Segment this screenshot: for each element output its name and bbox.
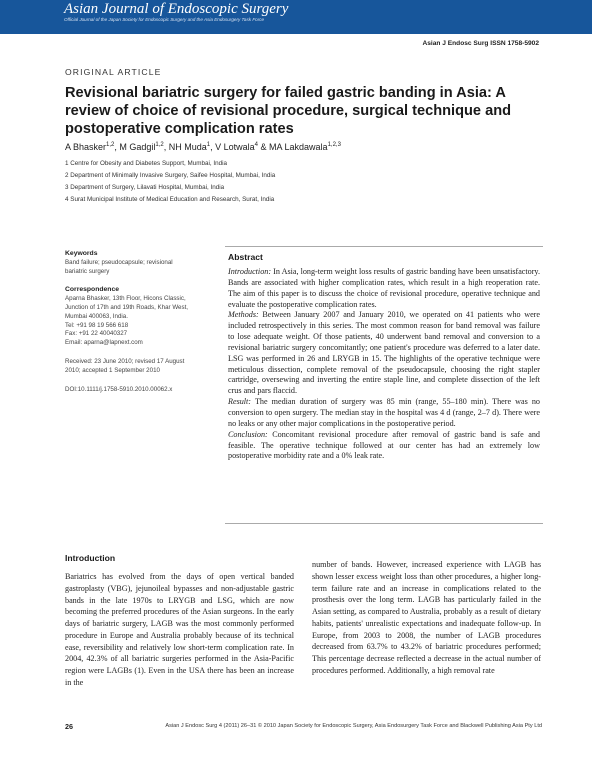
correspondence-email[interactable]: Email: aparna@lapnext.com xyxy=(65,339,143,347)
correspondence-block xyxy=(65,286,213,348)
dates-line: 2010; accepted 1 September 2010 xyxy=(65,366,160,374)
keywords-heading: Keywords xyxy=(65,250,98,257)
intro-paragraph-right: number of bands. However, increased experience with LAGB has shown lesser excess weight loss than other procedures, a higher long-term failure rate and an increase in complications related to the prosthesis over the long term. LAGB has particularly failed in the Asian setting, as compared to Australia, probably as a result of dietary habits, patients' unrealistic expectations and inadequate follow-up. In Europe, from 2003 to 2008, the number of LAGB procedures decreased from 63.7% to 43.2% of bariatric procedures performed; This percentage decrease reflected a decrease in the actual number of procedures performed. Additionally, a high removal rate xyxy=(312,560,541,675)
keywords-text: Band failure; pseudocapsule; revisional bariatric surgery xyxy=(65,258,173,275)
doi-block xyxy=(65,386,213,395)
abstract-methods xyxy=(228,310,540,397)
correspondence-line: Aparna Bhasker, 13th Floor, Hicons Classic, xyxy=(65,295,186,303)
introduction-heading: Introduction xyxy=(65,553,116,563)
dates-line: Received: 23 June 2010; revised 17 August xyxy=(65,357,185,365)
journal-name: Asian Journal of Endoscopic Surgery xyxy=(64,1,289,17)
affiliation-item: 4 Surat Municipal Institute of Medical Education and Research, Surat, India xyxy=(65,196,275,203)
abstract-body xyxy=(228,267,540,462)
doi-text[interactable]: DOI:10.1111/j.1758-5910.2010.00062.x xyxy=(65,385,173,393)
abstract-result xyxy=(228,397,540,430)
author-affil-sup: 1,2 xyxy=(155,142,164,148)
page-number: 26 xyxy=(65,722,73,731)
abstract-result-text: The median duration of surgery was 85 min (range, 55–180 min). There was no conversion to open surgery. The median stay in the hospital was 4 d (range, 2–7 d). There were no leaks or any other major complications in the postoperative period. xyxy=(228,397,540,428)
abstract-methods-label: Methods: xyxy=(228,310,259,320)
correspondence-line: Fax: +91 22 40040327 xyxy=(65,330,128,338)
abstract-result-label: Result: xyxy=(228,397,252,407)
author-name: MA Lakdawala xyxy=(269,142,328,152)
intro-paragraph-left: Bariatrics has evolved from the days of open vertical banded gastroplasty (VBG), jejunoileal bypasses and non-adjustable gastric bands in the late 1970s to LRYGB and LSG, which are now becoming the preferred procedures of the Asian surgeons. In the early days of bariatric surgery, LAGB was the most commonly performed procedure in Europe and Australia probably because of its technical ease, reversibility and relatively low short-term complication rate. In 2004, 42.3% of all bariatric surgeries performed in the Asia-Pacific region were LAGBs (1). Even in the USA there has been an increase in the xyxy=(65,572,294,687)
abstract-introduction xyxy=(228,267,540,310)
author-name: M Gadgil xyxy=(119,142,156,152)
dates-block xyxy=(65,358,213,376)
author-name: V Lotwala xyxy=(215,142,255,152)
journal-banner xyxy=(0,0,592,34)
article-title: Revisional bariatric surgery for failed gastric banding in Asia: A review of choice of revisional procedure, surgical technique and postoperative complication rates xyxy=(65,85,512,137)
affiliation-item: 1 Centre for Obesity and Diabetes Support, Mumbai, India xyxy=(65,160,228,167)
author-affil-sup: 1,2 xyxy=(106,142,115,148)
abstract-heading: Abstract xyxy=(228,252,263,262)
footer-citation: Asian J Endosc Surg 4 (2011) 26–31 © 2010 Japan Society for Endoscopic Surgery, Asia Endosurgery Task Force and Blackwell Publishing Asia Pty Ltd xyxy=(165,723,542,729)
journal-subtitle: Official Journal of the Japan Society for Endoscopic Surgery and the Asia Endosurgery Task Force xyxy=(64,17,265,22)
correspondence-heading: Correspondence xyxy=(65,286,120,294)
affiliation-item: 3 Department of Surgery, Lilavati Hospital, Mumbai, India xyxy=(65,184,225,191)
abstract-conclusion-text: Concomitant revisional procedure after removal of gastric band is safe and feasible. The operative technique followed at our center has had an extremely low postoperative morbidity rate and a 0% leak rate. xyxy=(228,429,540,461)
body-column-right xyxy=(312,559,541,677)
body-column-left xyxy=(65,571,294,689)
correspondence-line: Tel: +91 98 19 566 618 xyxy=(65,321,129,329)
author-list xyxy=(65,142,341,152)
author-sep: , xyxy=(114,142,120,152)
author-affil-sup: 1,2,3 xyxy=(327,142,341,148)
abstract-methods-text: Between January 2007 and January 2010, we operated on 41 patients who were included retrospectively in this series. The most common reason for band removal was failure to lose adequate weight. Of those patients, 40 underwent band removal and conversion to a revisional bariatric surgery concomitantly; one patient's procedure was deferred to a later date. LSG was performed in 26 and LRYGB in 15. The highlights of the operative technique were meticulous dissection, complete removal of the pseudocapsule, choosing the right stapler cartridge, oversewing and inverting the entire staple line, and complete dissection of the left crus and pars flaccid. xyxy=(228,310,540,396)
author-name: A Bhasker xyxy=(65,142,107,152)
author-affil-sup: 4 xyxy=(254,142,259,148)
keywords-block xyxy=(65,250,213,276)
affiliation-item: 2 Department of Minimally Invasive Surgery, Saifee Hospital, Mumbai, India xyxy=(65,172,276,179)
article-sidebar xyxy=(65,250,213,404)
correspondence-line: Mumbai 400063, India. xyxy=(65,312,128,320)
abstract-intro-label: Introduction: xyxy=(228,267,272,276)
affiliation-list xyxy=(65,158,275,206)
author-name: NH Muda xyxy=(168,142,207,152)
abstract-intro-text: In Asia, long-term weight loss results of gastric banding have been unsatisfactory. Bands are associated with higher complication rates, which result in a high reoperation rate. The aim of this paper is to discuss the choice of revisional procedure, operative technique and evaluate the postoperative complication rates. xyxy=(228,267,540,309)
author-sep: , xyxy=(210,142,216,152)
abstract-conclusion-label: Conclusion: xyxy=(228,429,268,439)
abstract-conclusion xyxy=(228,430,540,463)
author-sep: , xyxy=(163,142,169,152)
author-affil-sup: 1 xyxy=(206,142,211,148)
author-sep: & xyxy=(258,142,270,152)
article-section-label: ORIGINAL ARTICLE xyxy=(65,67,162,77)
correspondence-line: Junction of 17th and 19th Roads, Khar West, xyxy=(65,303,189,311)
journal-citation: Asian J Endosc Surg ISSN 1758-5902 xyxy=(422,40,539,47)
